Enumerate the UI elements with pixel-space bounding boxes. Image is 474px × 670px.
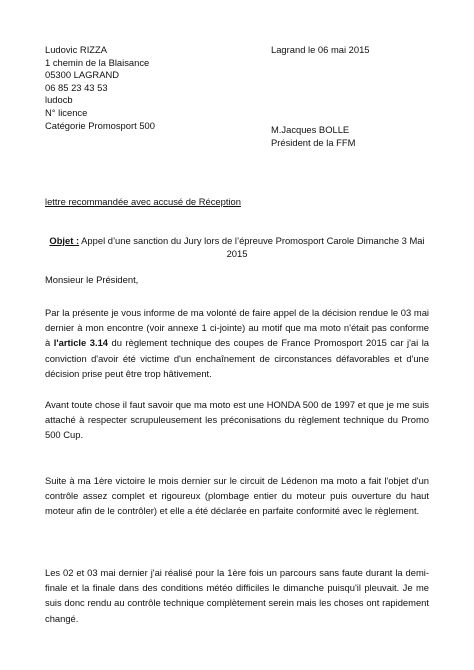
sender-postal-city: 05300 LAGRAND	[45, 69, 119, 81]
paragraph-4: Les 02 et 03 mai dernier j'ai réalisé pour la 1ère fois un parcours sans faute durant la demi-finale et la finale dans des conditions météo difficiles le dimanche puisqu'il pleuvait. Je me suis donc rendu au contrôle technique complètement serein mais les choses ont rapidement changé.	[45, 567, 429, 624]
sender-licence: N° licence	[45, 106, 88, 118]
sender-name: Ludovic RIZZA	[45, 44, 107, 55]
recipient-title: Président de la FFM	[271, 137, 356, 148]
sender-block	[45, 44, 155, 132]
sender-category: Catégorie Promosport 500	[45, 119, 155, 131]
subject-text: Appel d’une sanction du Jury lors de l’épreuve Promosport Carole Dimanche 3 Mai 2015	[79, 235, 425, 259]
subject-line	[45, 235, 429, 260]
recipient-name: M.Jacques BOLLE	[271, 124, 350, 135]
recipient-block	[271, 123, 355, 149]
paragraph-3: Suite à ma 1ère victoire le mois dernier sur le circuit de Lédenon ma moto a fait l'objet d'un contrôle assez complet et rigoureux (plombage entier du moteur puis ouverture du haut moteur afin de le contrôler) et elle a été déclarée en parfaite conformité avec le règlement.	[45, 475, 429, 517]
paragraph-1	[45, 305, 429, 381]
paragraph-2: Avant toute chose il faut savoir que ma moto est une HONDA 500 de 1997 et que je me suis attaché à respecter scrupuleusement les préconisations du règlement technique du Promo 500 Cup.	[45, 399, 429, 441]
article-reference: l'article 3.14	[53, 337, 109, 349]
subject-label: Objet :	[49, 235, 80, 246]
salutation: Monsieur le Président,	[45, 274, 139, 285]
paragraph-1-start: Par la présente je vous informe de ma volonté de faire appel de la décision rendue le 03 mai dernier à mon encontre (voir annexe 1 ci-jointe) au motif que ma moto n'était pas conforme à	[45, 307, 429, 349]
sender-username: ludocb	[45, 94, 73, 106]
registered-mail-note: lettre recommandée avec accusé de Réception	[45, 196, 241, 207]
paragraph-1-end: du règlement technique des coupes de France Promosport 2015 car j'ai la conviction d'avoir été victime d'un enchaînement de circonstances défavorables et d'une décision prise peut être trop hâtivement.	[45, 337, 429, 379]
place-date: Lagrand le 06 mai 2015	[271, 44, 370, 55]
sender-address: 1 chemin de la Blaisance	[45, 56, 150, 68]
sender-phone: 06 85 23 43 53	[45, 81, 108, 93]
